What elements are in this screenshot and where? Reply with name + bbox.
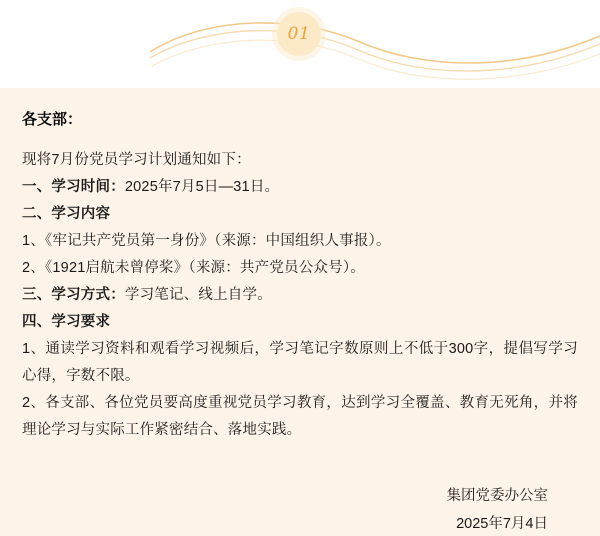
section-3-text: 学习笔记、线上自学。	[124, 287, 272, 303]
section-2-heading: 二、学习内容	[22, 206, 111, 222]
document-body	[0, 88, 600, 536]
signature-date: 2025年7月4日	[456, 516, 548, 532]
section-4-item-1: 1、通读学习资料和观看学习视频后，学习笔记字数原则上不低于300字，提倡写学习心得，字数不限。	[22, 341, 578, 384]
section-1-heading: 一、学习时间：	[22, 179, 125, 195]
section-2-item-1: 1、《牢记共产党员第一身份》（来源：中国组织人事报）。	[22, 233, 391, 249]
section-badge-number: 01	[287, 24, 311, 44]
signature-block	[22, 482, 578, 536]
section-2-item-2: 2、《1921启航未曾停桨》（来源：共产党员公众号）。	[22, 260, 365, 276]
intro-line: 现将7月份党员学习计划通知如下：	[22, 152, 251, 168]
section-badge	[277, 12, 321, 56]
section-4-item-2: 2、各支部、各位党员要高度重视党员学习教育，达到学习全覆盖、教育无死角，并将理论学习与实际工作紧密结合、落地实践。	[22, 395, 578, 438]
section-1-text: 2025年7月5日—31日。	[124, 179, 280, 195]
salutation: 各支部：	[22, 111, 83, 128]
section-4-heading: 四、学习要求	[22, 314, 111, 330]
section-3-heading-line	[22, 282, 578, 309]
document-header	[0, 0, 600, 88]
signature-org: 集团党委办公室	[446, 488, 548, 504]
section-1-heading-line	[22, 174, 578, 201]
section-3-heading: 三、学习方式：	[22, 287, 125, 303]
